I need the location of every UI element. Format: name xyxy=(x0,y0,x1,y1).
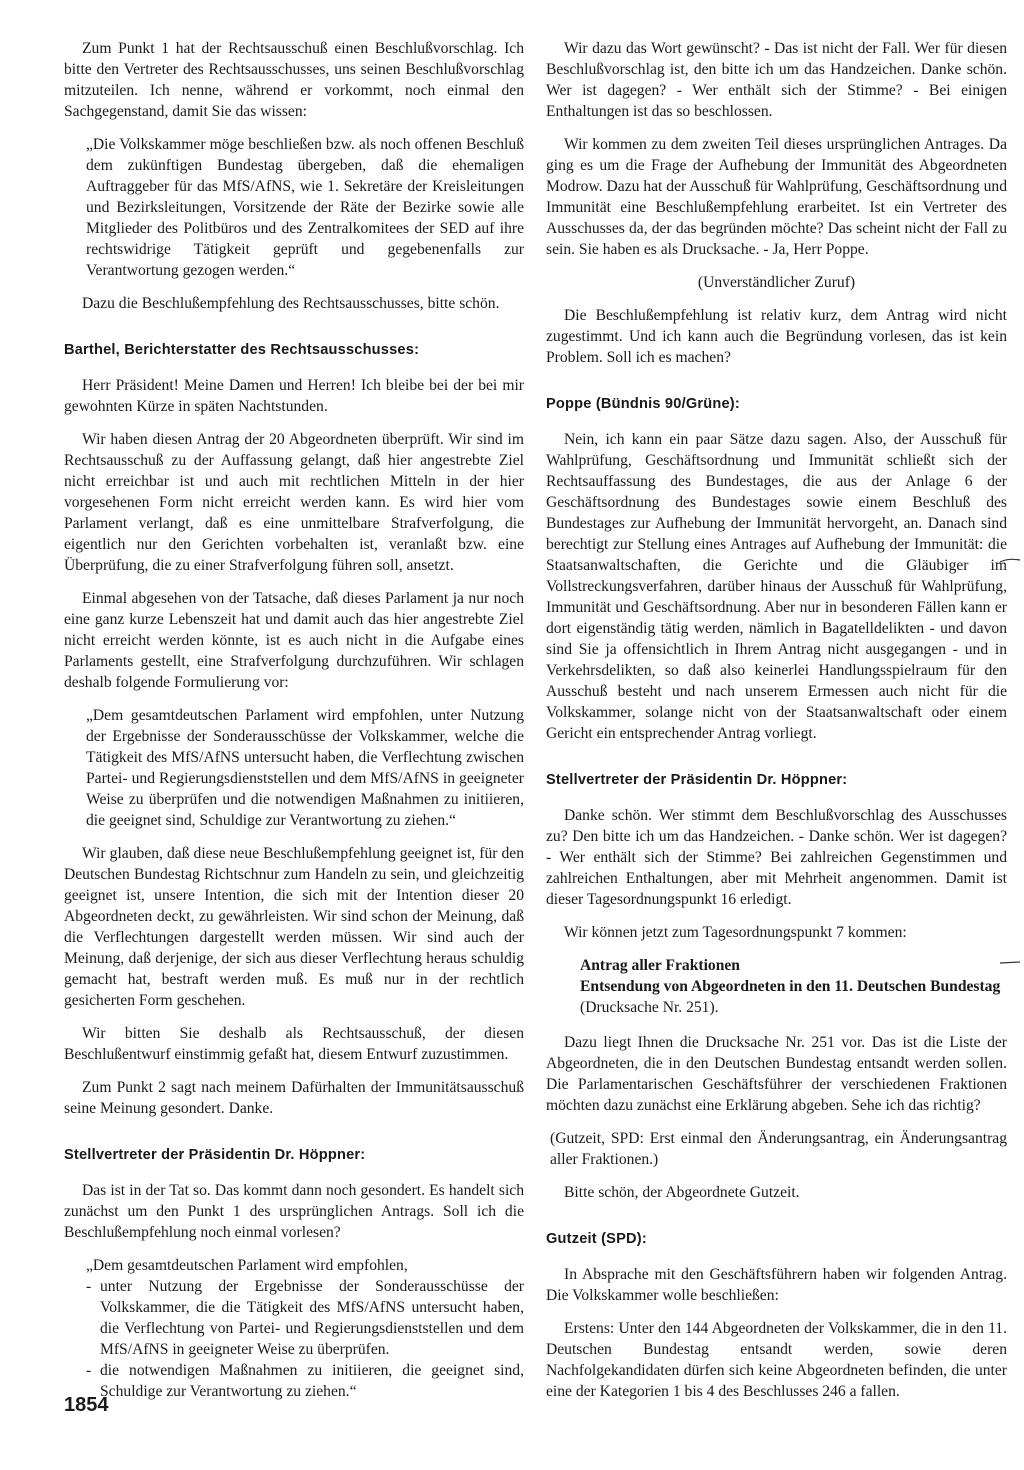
paragraph: Erstens: Unter den 144 Abgeordneten der Volkskammer, die in den 11. Deutschen Bundestag entsandt werden, sowie deren Nachfolgekandidaten dürfen sich keine Abgeordneten befinden, die unter eine der Kategorien 1 bis 4 des Beschlusses 246 a fallen. xyxy=(546,1320,1007,1400)
paragraph: Das ist in der Tat so. Das kommt dann noch gesondert. Es handelt sich zunächst um den Punkt 1 des ursprünglichen Antrags. Soll ich die Beschlußempfehlung noch einmal vorlesen? xyxy=(64,1182,524,1241)
paragraph: Nein, ich kann ein paar Sätze dazu sagen. Also, der Ausschuß für Wahlprüfung, Geschäftsordnung und Immunität schließt sich der Rechtsauffassung des Bundestages, die aus der Anlage 6 der Geschäftsordnung des Bundestages sowie einem Beschluß des Bundestages zur Aufhebung der Immunität hervorgeht, an. Danach sind berechtigt zur Stellung eines Antrages auf Aufhebung der Immunität: die Staatsanwaltschaften, die Gerichte und die Gläubiger im Vollstreckungsverfahren, darüber hinaus der Ausschuß für Wahlprüfung, Immunität und Geschäftsordnung. Aber nur in besonderen Fällen kann er dort eigenständig tätig werden, nämlich in Bagatelldelikten - und davon sind Sie ja offensichtlich in Ihrem Antrag nicht ausgegangen - und in Verkehrsdelikten, so daß also keinerlei Handlungsspielraum für den Ausschuß besteht und nach unserem Ermessen auch nicht für die Volkskammer, solange nicht von der Staatsanwaltschaft oder einem Gericht ein entsprechender Antrag vorliegt. xyxy=(546,431,1007,742)
interjection: (Unverständlicher Zuruf) xyxy=(697,274,856,291)
right-column xyxy=(546,38,1007,1414)
left-column xyxy=(64,38,524,1414)
interjection: (Gutzeit, SPD: Erst einmal den Änderungsantrag, ein Änderungsantrag aller Fraktionen.) xyxy=(550,1130,1007,1168)
agenda-title: Antrag aller Fraktionen xyxy=(580,957,740,974)
paragraph: In Absprache mit den Geschäftsführern haben wir folgenden Antrag. Die Volkskammer wolle beschließen: xyxy=(546,1266,1007,1304)
margin-mark-icon xyxy=(1000,556,1022,568)
paragraph: Herr Präsident! Meine Damen und Herren! Ich bleibe bei der bei mir gewohnten Kürze in späten Nachtstunden. xyxy=(64,377,524,415)
speaker-heading: Stellvertreter der Präsidentin Dr. Höppner: xyxy=(546,772,848,788)
paragraph: Dazu liegt Ihnen die Drucksache Nr. 251 vor. Das ist die Liste der Abgeordneten, die in den Deutschen Bundestag entsandt werden sollen. Die Parlamentarischen Geschäftsführer der verschiedenen Fraktionen möchten dazu zunächst eine Erklärung abgeben. Sehe ich das richtig? xyxy=(546,1034,1007,1114)
agenda-note: (Drucksache Nr. 251). xyxy=(580,999,719,1016)
paragraph: Wir kommen zu dem zweiten Teil dieses ursprünglichen Antrages. Da ging es um die Frage der Aufhebung der Immunität des Abgeordneten Modrow. Dazu hat der Ausschuß für Wahlprüfung, Geschäftsordnung und Immunität eine Beschlußempfehlung erarbeitet. Ist ein Vertreter des Ausschusses da, der das begründen möchte? Das scheint nicht der Fall zu sein. Sie haben es als Drucksache. - Ja, Herr Poppe. xyxy=(546,136,1007,258)
quote-intro: „Dem gesamtdeutschen Parlament wird empfohlen, xyxy=(86,1257,408,1274)
agenda-item xyxy=(580,955,1007,1018)
paragraph: Zum Punkt 2 sagt nach meinem Dafürhalten der Immunitätsausschuß seine Meinung gesondert. Danke. xyxy=(64,1079,524,1117)
paragraph: Wir dazu das Wort gewünscht? - Das ist nicht der Fall. Wer für diesen Beschlußvorschlag ist, den bitte ich um das Handzeichen. Danke schön. Wer ist dagegen? - Wer enthält sich der Stimme? - Bei einigen Enthaltungen ist das so beschlossen. xyxy=(546,40,1007,120)
paragraph: Dazu die Beschlußempfehlung des Rechtsausschusses, bitte schön. xyxy=(82,295,500,312)
paragraph: Danke schön. Wer stimmt dem Beschlußvorschlag des Ausschusses zu? Den bitte ich um das Handzeichen. - Danke schön. Wer ist dagegen? - Wer enthält sich der Stimme? Bei zahlreichen Gegenstimmen und zahlreichen Enthaltungen, aber mit Mehrheit angenommen. Damit ist dieser Tagesordnungspunkt 16 erledigt. xyxy=(546,807,1007,908)
quoted-recommendation: „Dem gesamtdeutschen Parlament wird empfohlen, unter Nutzung der Ergebnisse der Sonderausschüsse der Volkskammer, welche die Tätigkeit des MfS/AfNS untersucht haben, die Verflechtung zwischen Partei- und Regierungsdienststellen und dem MfS/AfNS in geeigneter Weise zu überprüfen und die notwendigen Maßnahmen zu initiieren, die geeignet sind, Schuldige zur Verantwortung zu ziehen.“ xyxy=(86,707,524,829)
paragraph: Bitte schön, der Abgeordnete Gutzeit. xyxy=(564,1184,800,1201)
quoted-motion: „Die Volkskammer möge beschließen bzw. als noch offenen Beschluß dem zukünftigen Bundestag übergeben, daß die ehemaligen Auftraggeber für das MfS/AfNS, wie 1. Sekretäre der Kreisleitungen und Bezirksleitungen, Vorsitzende der Räte der Bezirke sowie alle Mitglieder des Politbüros und des Zentralkomitees der SED auf ihre rechtswidrige Tätigkeit geprüft und gegebenenfalls zur Verantwortung gezogen werden.“ xyxy=(86,136,524,279)
paragraph: Einmal abgesehen von der Tatsache, daß dieses Parlament ja nur noch eine ganz kurze Lebenszeit hat und damit auch das hier angestrebte Ziel nicht erreicht werden könnte, ist es auch nicht in die Aufgabe eines Parlaments gestellt, eine Strafverfolgung durchzuführen. Wir schlagen deshalb folgende Formulierung vor: xyxy=(64,590,524,691)
paragraph: Wir bitten Sie deshalb als Rechtsausschuß, der diesen Beschlußentwurf einstimmig gefaßt hat, diesem Entwurf zuzustimmen. xyxy=(64,1025,524,1063)
paragraph: Zum Punkt 1 hat der Rechtsausschuß einen Beschlußvorschlag. Ich bitte den Vertreter des Rechtsausschusses, uns seinen Beschlußvorschlag mitzuteilen. Ich nenne, während er vorkommt, noch einmal den Sachgegenstand, damit Sie das wissen: xyxy=(64,40,524,120)
paragraph: Die Beschlußempfehlung ist relativ kurz, dem Antrag wird nicht zugestimmt. Und ich kann auch die Begründung vorlesen, das ist kein Problem. Soll ich es machen? xyxy=(546,307,1007,366)
paragraph: Wir können jetzt zum Tagesordnungspunkt 7 kommen: xyxy=(564,924,907,941)
speaker-heading: Gutzeit (SPD): xyxy=(546,1231,647,1247)
speaker-heading: Stellvertreter der Präsidentin Dr. Höppner: xyxy=(64,1147,366,1163)
paragraph: Wir haben diesen Antrag der 20 Abgeordneten überprüft. Wir sind im Rechtsausschuß zu der Auffassung gelangt, daß hier angestrebte Ziel nicht erreichbar ist und auch mit rechtlichen Mitteln in der hier vorgesehenen Form nicht erreicht werden kann. Es wird hier vom Parlament verlangt, daß es eine unmittelbare Strafverfolgung, die eigentlich nur den Gerichten vorbehalten ist, veranlaßt bzw. eine Überprüfung, die zu einer Strafverfolgung führen soll, ansetzt. xyxy=(64,431,524,574)
paragraph: Wir glauben, daß diese neue Beschlußempfehlung geeignet ist, für den Deutschen Bundestag Richtschnur zum Handeln zu sein, und gleichzeitig geeignet ist, unsere Intention, die sich mit der Intention dieser 20 Abgeordneten deckt, zu gewährleisten. Wir sind schon der Meinung, daß die Verflechtungen dargestellt werden müssen. Wir sind auch der Meinung, daß derjenige, der sich aus dieser Verflechtung heraus schuldig gemacht hat, bestraft werden muß. Es muß nur in der rechtlich gesicherten Form geschehen. xyxy=(64,845,524,1009)
agenda-subtitle: Entsendung von Abgeordneten in den 11. Deutschen Bundestag xyxy=(580,978,1001,995)
speaker-heading: Barthel, Berichterstatter des Rechtsausschusses: xyxy=(64,342,420,358)
margin-mark-icon xyxy=(1000,958,1022,968)
list-item: - die notwendigen Maßnahmen zu initiieren, die geeignet sind, Schuldige zur Verantwortung zu ziehen.“ xyxy=(86,1360,524,1402)
quoted-recommendation-list xyxy=(86,1255,524,1402)
page-number: 1854 xyxy=(64,1394,109,1416)
list-item: - unter Nutzung der Ergebnisse der Sonderausschüsse der Volkskammer, die die Tätigkeit des MfS/AfNS untersucht haben, die Verflechtung von Partei- und Regierungsdienststellen und dem MfS/AfNS in geeigneter Weise zu überprüfen. xyxy=(86,1276,524,1360)
speaker-heading: Poppe (Bündnis 90/Grüne): xyxy=(546,396,740,412)
